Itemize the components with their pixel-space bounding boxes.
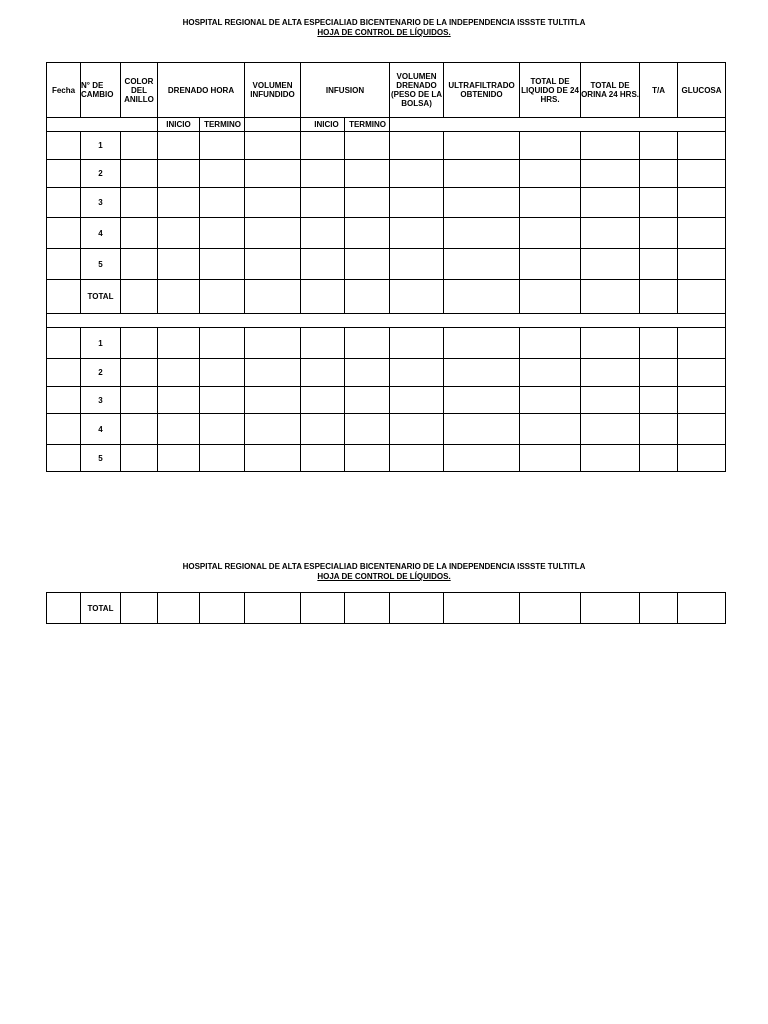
entry-cell[interactable] bbox=[678, 414, 726, 445]
entry-cell[interactable] bbox=[581, 280, 640, 314]
entry-cell[interactable] bbox=[520, 387, 581, 414]
entry-cell[interactable] bbox=[200, 359, 245, 387]
cell-fecha[interactable] bbox=[47, 280, 81, 314]
entry-cell[interactable] bbox=[581, 328, 640, 359]
entry-cell[interactable] bbox=[345, 160, 390, 188]
sheet-title: HOJA DE CONTROL DE LÍQUIDOS. bbox=[317, 28, 451, 37]
entry-cell[interactable] bbox=[640, 218, 678, 249]
cell-fecha[interactable] bbox=[47, 445, 81, 472]
entry-cell[interactable] bbox=[581, 188, 640, 218]
table-row bbox=[47, 414, 726, 445]
page-header-top bbox=[0, 18, 768, 38]
header-color-anillo: COLOR DEL ANILLO bbox=[121, 63, 158, 118]
entry-cell[interactable] bbox=[245, 387, 301, 414]
subheader-infusion-termino: TERMINO bbox=[345, 118, 390, 132]
entry-cell[interactable] bbox=[444, 359, 520, 387]
entry-cell[interactable] bbox=[520, 132, 581, 160]
row-label: 5 bbox=[81, 249, 121, 280]
header-row bbox=[47, 63, 726, 118]
entry-cell[interactable] bbox=[301, 445, 345, 472]
entry-cell[interactable] bbox=[390, 132, 444, 160]
subheader-drenado-inicio: INICIO bbox=[158, 118, 200, 132]
entry-cell[interactable] bbox=[200, 414, 245, 445]
header-total-liquido: TOTAL DE LIQUIDO DE 24 HRS. bbox=[520, 63, 581, 118]
entry-cell[interactable] bbox=[345, 280, 390, 314]
cell-fecha[interactable] bbox=[47, 593, 81, 624]
entry-cell[interactable] bbox=[301, 188, 345, 218]
row-label: 1 bbox=[81, 132, 121, 160]
entry-cell[interactable] bbox=[158, 132, 200, 160]
entry-cell[interactable] bbox=[200, 218, 245, 249]
entry-cell[interactable] bbox=[345, 445, 390, 472]
entry-cell[interactable] bbox=[640, 414, 678, 445]
row-label: 2 bbox=[81, 359, 121, 387]
row-label: 2 bbox=[81, 160, 121, 188]
entry-cell[interactable] bbox=[640, 359, 678, 387]
entry-cell[interactable] bbox=[581, 160, 640, 188]
table-row bbox=[47, 280, 726, 314]
entry-cell[interactable] bbox=[121, 280, 158, 314]
entry-cell[interactable] bbox=[520, 280, 581, 314]
header-fecha: Fecha bbox=[47, 63, 81, 118]
entry-cell[interactable] bbox=[158, 414, 200, 445]
fluid-control-table-continued bbox=[46, 592, 726, 624]
entry-cell[interactable] bbox=[640, 160, 678, 188]
entry-cell[interactable] bbox=[245, 280, 301, 314]
entry-cell[interactable] bbox=[301, 280, 345, 314]
entry-cell[interactable] bbox=[640, 132, 678, 160]
cell-fecha[interactable] bbox=[47, 218, 81, 249]
entry-cell[interactable] bbox=[581, 132, 640, 160]
entry-cell[interactable] bbox=[444, 249, 520, 280]
entry-cell[interactable] bbox=[390, 160, 444, 188]
entry-cell[interactable] bbox=[520, 445, 581, 472]
entry-cell[interactable] bbox=[121, 160, 158, 188]
entry-cell[interactable] bbox=[245, 249, 301, 280]
cell-fecha[interactable] bbox=[47, 188, 81, 218]
row-label-total: TOTAL bbox=[81, 593, 121, 624]
table-row bbox=[47, 188, 726, 218]
entry-cell[interactable] bbox=[678, 188, 726, 218]
entry-cell[interactable] bbox=[520, 218, 581, 249]
table-row bbox=[47, 249, 726, 280]
entry-cell[interactable] bbox=[158, 188, 200, 218]
entry-cell[interactable] bbox=[200, 160, 245, 188]
table-row bbox=[47, 328, 726, 359]
page-header-bottom bbox=[0, 562, 768, 582]
entry-cell[interactable] bbox=[158, 218, 200, 249]
header-volumen-drenado: VOLUMEN DRENADO (PESO DE LA BOLSA) bbox=[390, 63, 444, 118]
cell-fecha[interactable] bbox=[47, 359, 81, 387]
entry-cell[interactable] bbox=[345, 414, 390, 445]
cell-fecha[interactable] bbox=[47, 414, 81, 445]
row-label: 3 bbox=[81, 387, 121, 414]
entry-cell[interactable] bbox=[245, 445, 301, 472]
cell-fecha[interactable] bbox=[47, 328, 81, 359]
entry-cell[interactable] bbox=[121, 188, 158, 218]
entry-cell[interactable] bbox=[444, 445, 520, 472]
entry-cell[interactable] bbox=[200, 280, 245, 314]
entry-cell[interactable] bbox=[390, 280, 444, 314]
entry-cell[interactable] bbox=[121, 328, 158, 359]
entry-cell[interactable] bbox=[121, 359, 158, 387]
entry-cell[interactable] bbox=[121, 249, 158, 280]
entry-cell[interactable] bbox=[444, 218, 520, 249]
entry-cell[interactable] bbox=[345, 249, 390, 280]
entry-cell[interactable] bbox=[200, 132, 245, 160]
entry-cell[interactable] bbox=[520, 160, 581, 188]
entry-cell[interactable] bbox=[581, 387, 640, 414]
entry-cell[interactable] bbox=[245, 328, 301, 359]
entry-cell[interactable] bbox=[245, 188, 301, 218]
entry-cell[interactable] bbox=[245, 160, 301, 188]
entry-cell[interactable] bbox=[678, 387, 726, 414]
header-infusion: INFUSION bbox=[301, 63, 390, 118]
entry-cell[interactable] bbox=[121, 218, 158, 249]
entry-cell[interactable] bbox=[444, 280, 520, 314]
table-row bbox=[47, 593, 726, 624]
entry-cell[interactable] bbox=[301, 218, 345, 249]
section-1-rows bbox=[47, 132, 726, 314]
table-row bbox=[47, 387, 726, 414]
entry-cell[interactable] bbox=[301, 387, 345, 414]
entry-cell[interactable] bbox=[444, 387, 520, 414]
cell-fecha[interactable] bbox=[47, 132, 81, 160]
header-ultrafiltrado: ULTRAFILTRADO OBTENIDO bbox=[444, 63, 520, 118]
entry-cell[interactable] bbox=[121, 387, 158, 414]
entry-cell[interactable] bbox=[301, 414, 345, 445]
entry-cell[interactable] bbox=[678, 160, 726, 188]
entry-cell[interactable] bbox=[640, 249, 678, 280]
entry-cell[interactable] bbox=[200, 387, 245, 414]
row-label: 3 bbox=[81, 188, 121, 218]
header-total-orina: TOTAL DE ORINA 24 HRS. bbox=[581, 63, 640, 118]
header-ta: T/A bbox=[640, 63, 678, 118]
entry-cell[interactable] bbox=[245, 414, 301, 445]
entry-cell[interactable] bbox=[158, 359, 200, 387]
entry-cell[interactable] bbox=[520, 328, 581, 359]
cell-fecha[interactable] bbox=[47, 160, 81, 188]
entry-cell[interactable] bbox=[345, 328, 390, 359]
entry-cell[interactable] bbox=[390, 414, 444, 445]
entry-cell[interactable] bbox=[158, 160, 200, 188]
entry-cell[interactable] bbox=[390, 328, 444, 359]
section-separator bbox=[47, 314, 726, 328]
entry-cell[interactable] bbox=[245, 359, 301, 387]
entry-cell[interactable] bbox=[345, 188, 390, 218]
section-2-rows bbox=[47, 328, 726, 472]
entry-cell[interactable] bbox=[581, 445, 640, 472]
row-label: 4 bbox=[81, 414, 121, 445]
entry-cell[interactable] bbox=[121, 414, 158, 445]
entry-cell[interactable] bbox=[678, 218, 726, 249]
entry-cell[interactable] bbox=[520, 249, 581, 280]
header-num-cambio: N° DE CAMBIO bbox=[81, 63, 121, 118]
entry-cell[interactable] bbox=[444, 132, 520, 160]
entry-cell[interactable] bbox=[581, 359, 640, 387]
entry-cell[interactable] bbox=[390, 188, 444, 218]
entry-cell[interactable] bbox=[678, 249, 726, 280]
entry-cell[interactable] bbox=[301, 359, 345, 387]
entry-cell[interactable] bbox=[678, 280, 726, 314]
entry-cell[interactable] bbox=[444, 160, 520, 188]
entry-cell[interactable] bbox=[390, 218, 444, 249]
cell-fecha[interactable] bbox=[47, 249, 81, 280]
entry-cell[interactable] bbox=[200, 188, 245, 218]
entry-cell[interactable] bbox=[520, 188, 581, 218]
entry-cell[interactable] bbox=[121, 132, 158, 160]
entry-cell[interactable] bbox=[301, 132, 345, 160]
entry-cell[interactable] bbox=[158, 387, 200, 414]
entry-cell[interactable] bbox=[158, 280, 200, 314]
entry-cell[interactable] bbox=[200, 328, 245, 359]
entry-cell[interactable] bbox=[581, 218, 640, 249]
hospital-name: HOSPITAL REGIONAL DE ALTA ESPECIALIAD BICENTENARIO DE LA INDEPENDENCIA ISSSTE TULTITLA bbox=[182, 18, 586, 27]
entry-cell[interactable] bbox=[345, 132, 390, 160]
sheet-title-bottom: HOJA DE CONTROL DE LÍQUIDOS. bbox=[317, 572, 451, 581]
table-row bbox=[47, 445, 726, 472]
entry-cell[interactable] bbox=[245, 218, 301, 249]
entry-cell[interactable] bbox=[301, 160, 345, 188]
entry-cell[interactable] bbox=[345, 218, 390, 249]
entry-cell[interactable] bbox=[158, 328, 200, 359]
entry-cell[interactable] bbox=[444, 188, 520, 218]
entry-cell[interactable] bbox=[301, 328, 345, 359]
header-drenado-hora: DRENADO HORA bbox=[158, 63, 245, 118]
entry-cell[interactable] bbox=[678, 328, 726, 359]
entry-cell[interactable] bbox=[301, 249, 345, 280]
table-row bbox=[47, 218, 726, 249]
entry-cell[interactable] bbox=[520, 359, 581, 387]
header-volumen-infundido: VOLUMEN INFUNDIDO bbox=[245, 63, 301, 118]
entry-cell[interactable] bbox=[345, 387, 390, 414]
entry-cell[interactable] bbox=[640, 280, 678, 314]
entry-cell[interactable] bbox=[581, 249, 640, 280]
subheader-drenado-termino: TERMINO bbox=[200, 118, 245, 132]
entry-cell[interactable] bbox=[200, 445, 245, 472]
entry-cell[interactable] bbox=[520, 414, 581, 445]
entry-cell[interactable] bbox=[158, 445, 200, 472]
entry-cell[interactable] bbox=[678, 445, 726, 472]
cell-fecha[interactable] bbox=[47, 387, 81, 414]
entry-cell[interactable] bbox=[200, 249, 245, 280]
row-label: TOTAL bbox=[81, 280, 121, 314]
entry-cell[interactable] bbox=[345, 359, 390, 387]
table-row bbox=[47, 359, 726, 387]
entry-cell[interactable] bbox=[390, 387, 444, 414]
row-label: 1 bbox=[81, 328, 121, 359]
fluid-control-table bbox=[46, 62, 726, 472]
entry-cell[interactable] bbox=[121, 445, 158, 472]
row-label: 4 bbox=[81, 218, 121, 249]
table-row bbox=[47, 160, 726, 188]
entry-cell[interactable] bbox=[390, 249, 444, 280]
entry-cell[interactable] bbox=[245, 132, 301, 160]
entry-cell[interactable] bbox=[581, 414, 640, 445]
entry-cell[interactable] bbox=[640, 328, 678, 359]
entry-cell[interactable] bbox=[640, 445, 678, 472]
table-row bbox=[47, 132, 726, 160]
header-glucosa: GLUCOSA bbox=[678, 63, 726, 118]
entry-cell[interactable] bbox=[390, 359, 444, 387]
entry-cell[interactable] bbox=[444, 328, 520, 359]
entry-cell[interactable] bbox=[158, 249, 200, 280]
hospital-name-bottom: HOSPITAL REGIONAL DE ALTA ESPECIALIAD BICENTENARIO DE LA INDEPENDENCIA ISSSTE TULTITLA bbox=[182, 562, 586, 571]
row-label: 5 bbox=[81, 445, 121, 472]
subheader-infusion-inicio: INICIO bbox=[301, 118, 345, 132]
subheader-row bbox=[47, 118, 726, 132]
entry-cell[interactable] bbox=[640, 188, 678, 218]
entry-cell[interactable] bbox=[678, 132, 726, 160]
entry-cell[interactable] bbox=[640, 387, 678, 414]
entry-cell[interactable] bbox=[678, 359, 726, 387]
entry-cell[interactable] bbox=[390, 445, 444, 472]
entry-cell[interactable] bbox=[444, 414, 520, 445]
